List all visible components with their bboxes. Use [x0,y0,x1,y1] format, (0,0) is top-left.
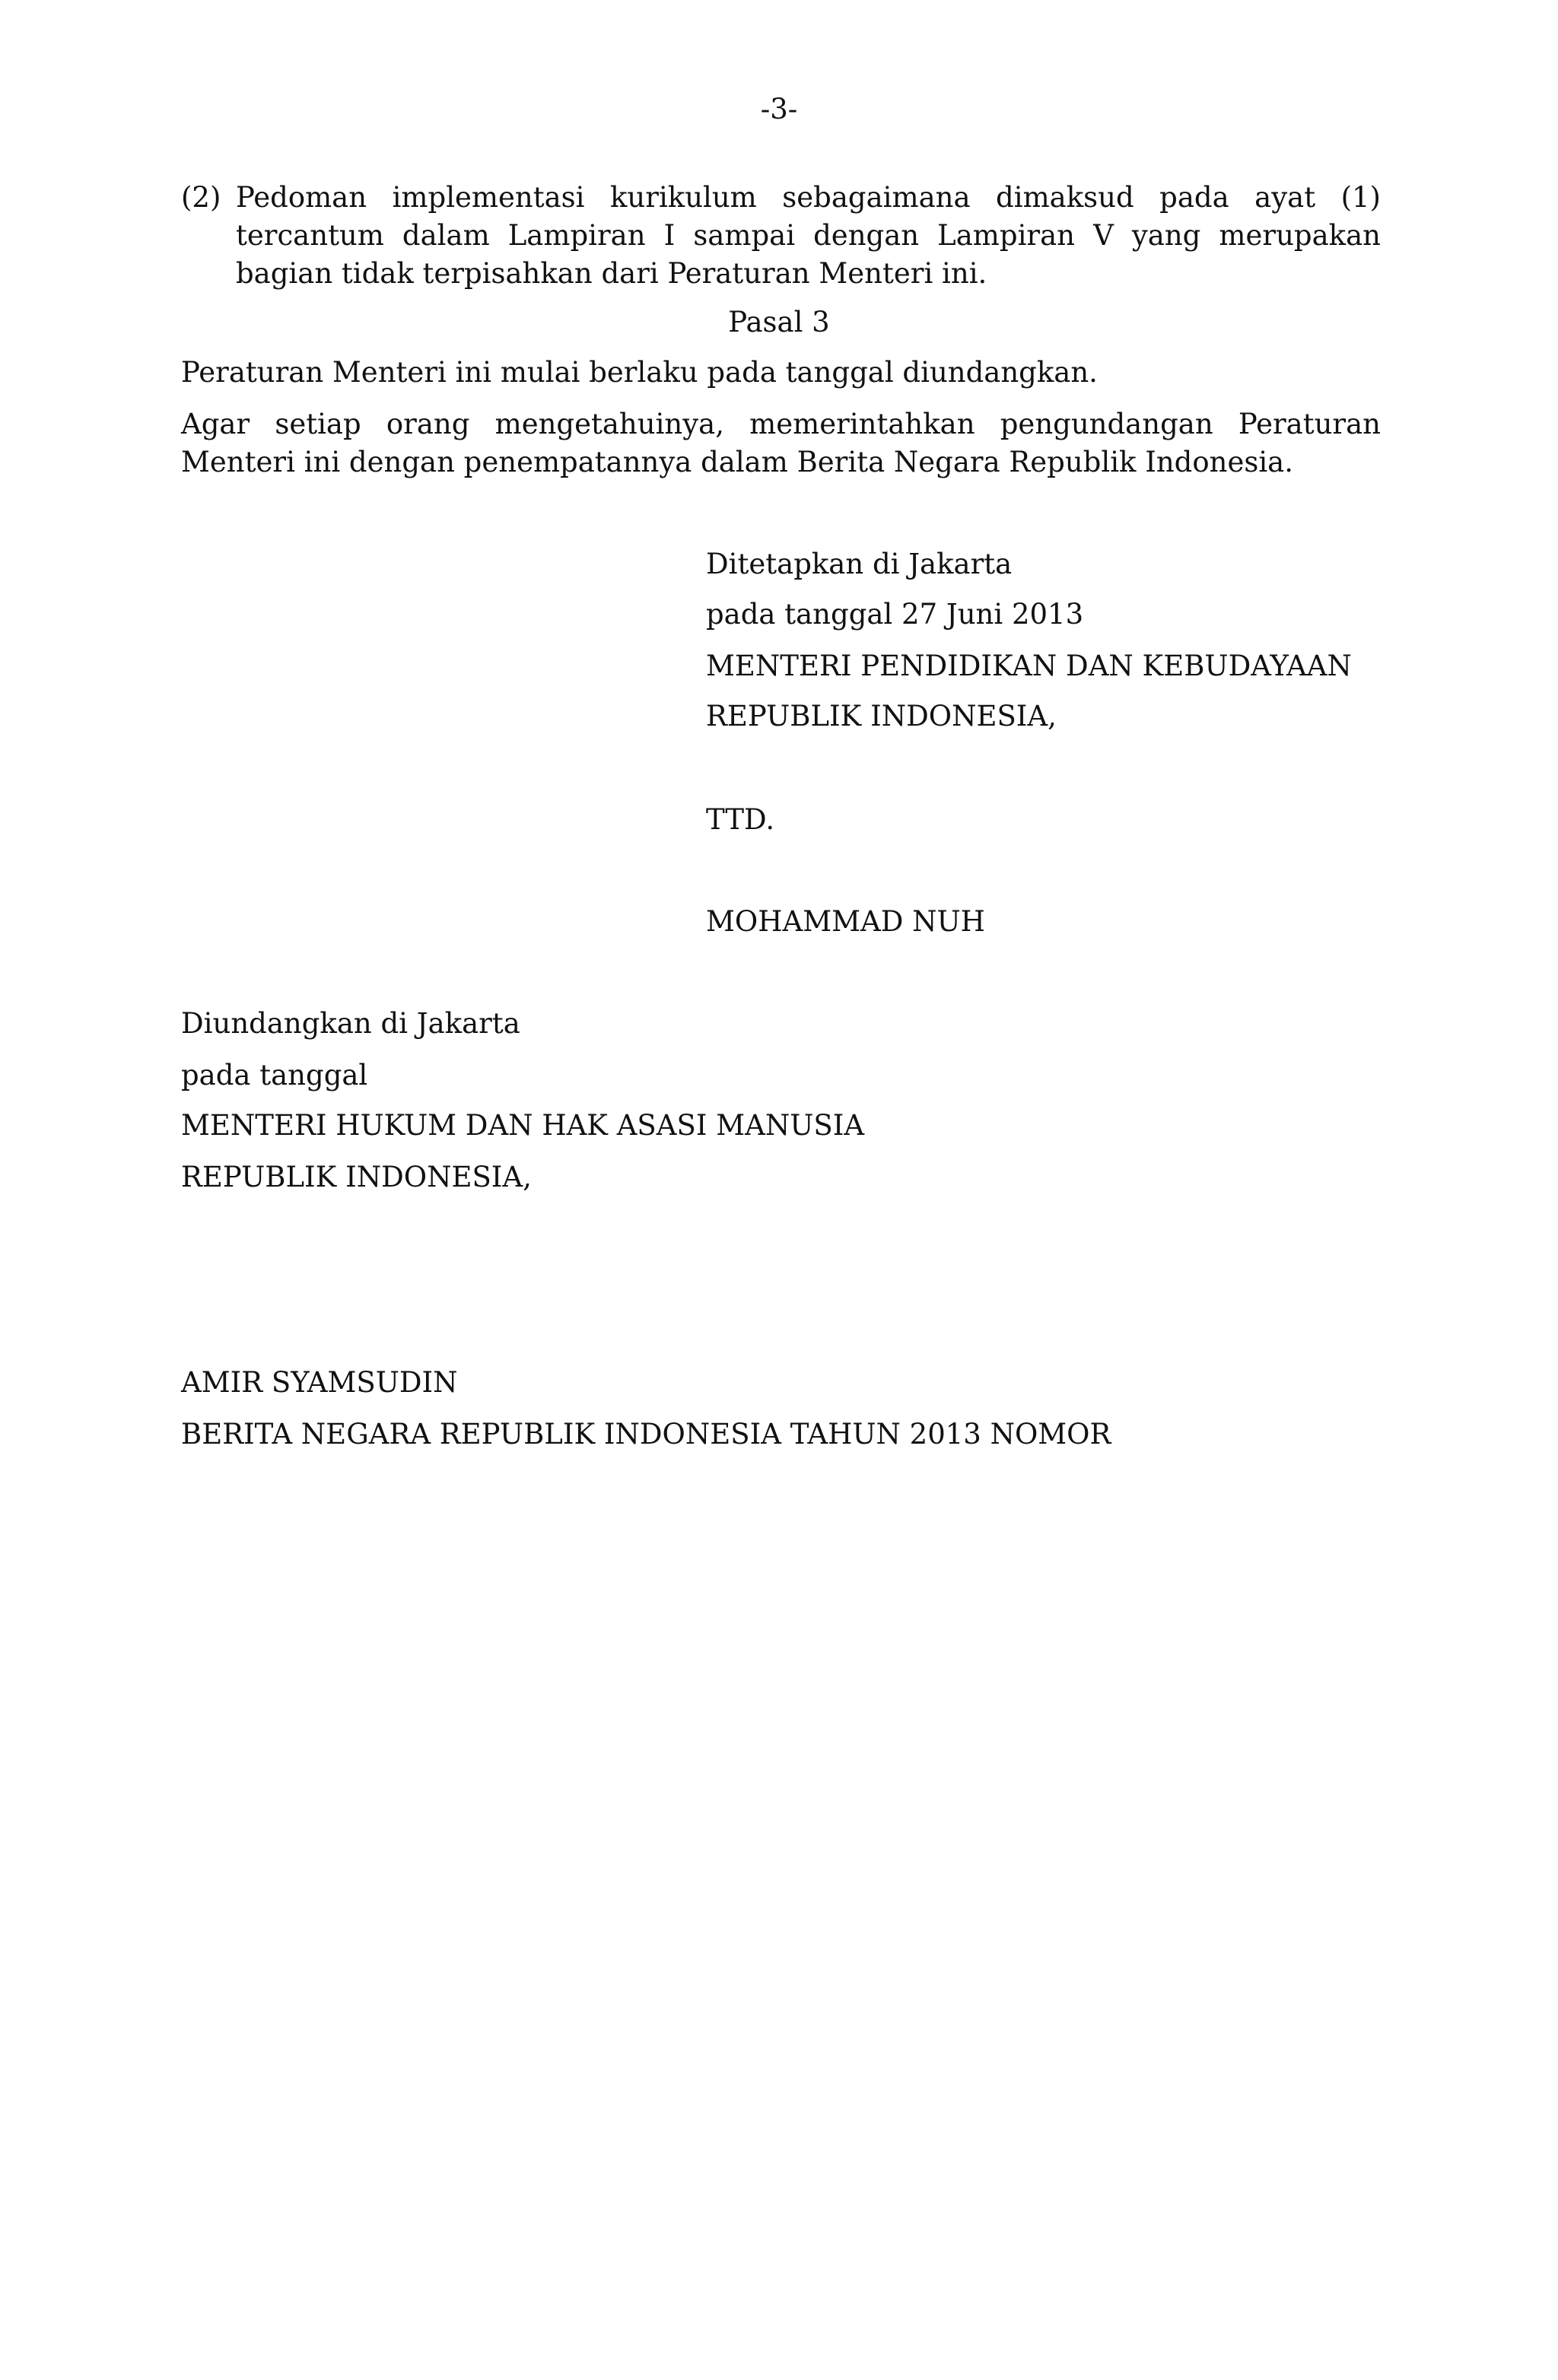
signature-signed: TTD. [706,803,775,836]
signature-title-line2: REPUBLIK INDONESIA, [706,700,1057,732]
promulgation-name: AMIR SYAMSUDIN [181,1366,458,1399]
promulgation-title-line1: MENTERI HUKUM DAN HAK ASASI MANUSIA [181,1109,865,1142]
ayat-2-line: bagian tidak terpisahkan dari Peraturan Menteri ini. [236,257,987,290]
promulgation-place: Diundangkan di Jakarta [181,1007,520,1040]
signature-title-line1: MENTERI PENDIDIKAN DAN KEBUDAYAAN [706,650,1352,682]
ayat-2-number: (2) [181,181,221,214]
promulgation-date: pada tanggal [181,1059,368,1091]
pasal-3-text: Peraturan Menteri ini mulai berlaku pada tanggal diundangkan. [181,356,1098,389]
signature-date: pada tanggal 27 Juni 2013 [706,598,1084,631]
ayat-2-line: tercantum dalam Lampiran I sampai dengan Lampiran V yang merupakan [236,219,1381,252]
signature-place: Ditetapkan di Jakarta [706,548,1013,580]
page-number: -3- [760,93,798,126]
closing-paragraph-line: Agar setiap orang mengetahuinya, memerintahkan pengundangan Peraturan [181,408,1381,440]
gazette-reference: BERITA NEGARA REPUBLIK INDONESIA TAHUN 2013 NOMOR [181,1418,1111,1451]
closing-paragraph-line: Menteri ini dengan penempatannya dalam Berita Negara Republik Indonesia. [181,446,1293,478]
signature-name: MOHAMMAD NUH [706,905,985,938]
pasal-3-heading: Pasal 3 [728,306,830,338]
promulgation-title-line2: REPUBLIK INDONESIA, [181,1161,532,1193]
ayat-2-line: Pedoman implementasi kurikulum sebagaimana dimaksud pada ayat (1) [236,181,1381,214]
